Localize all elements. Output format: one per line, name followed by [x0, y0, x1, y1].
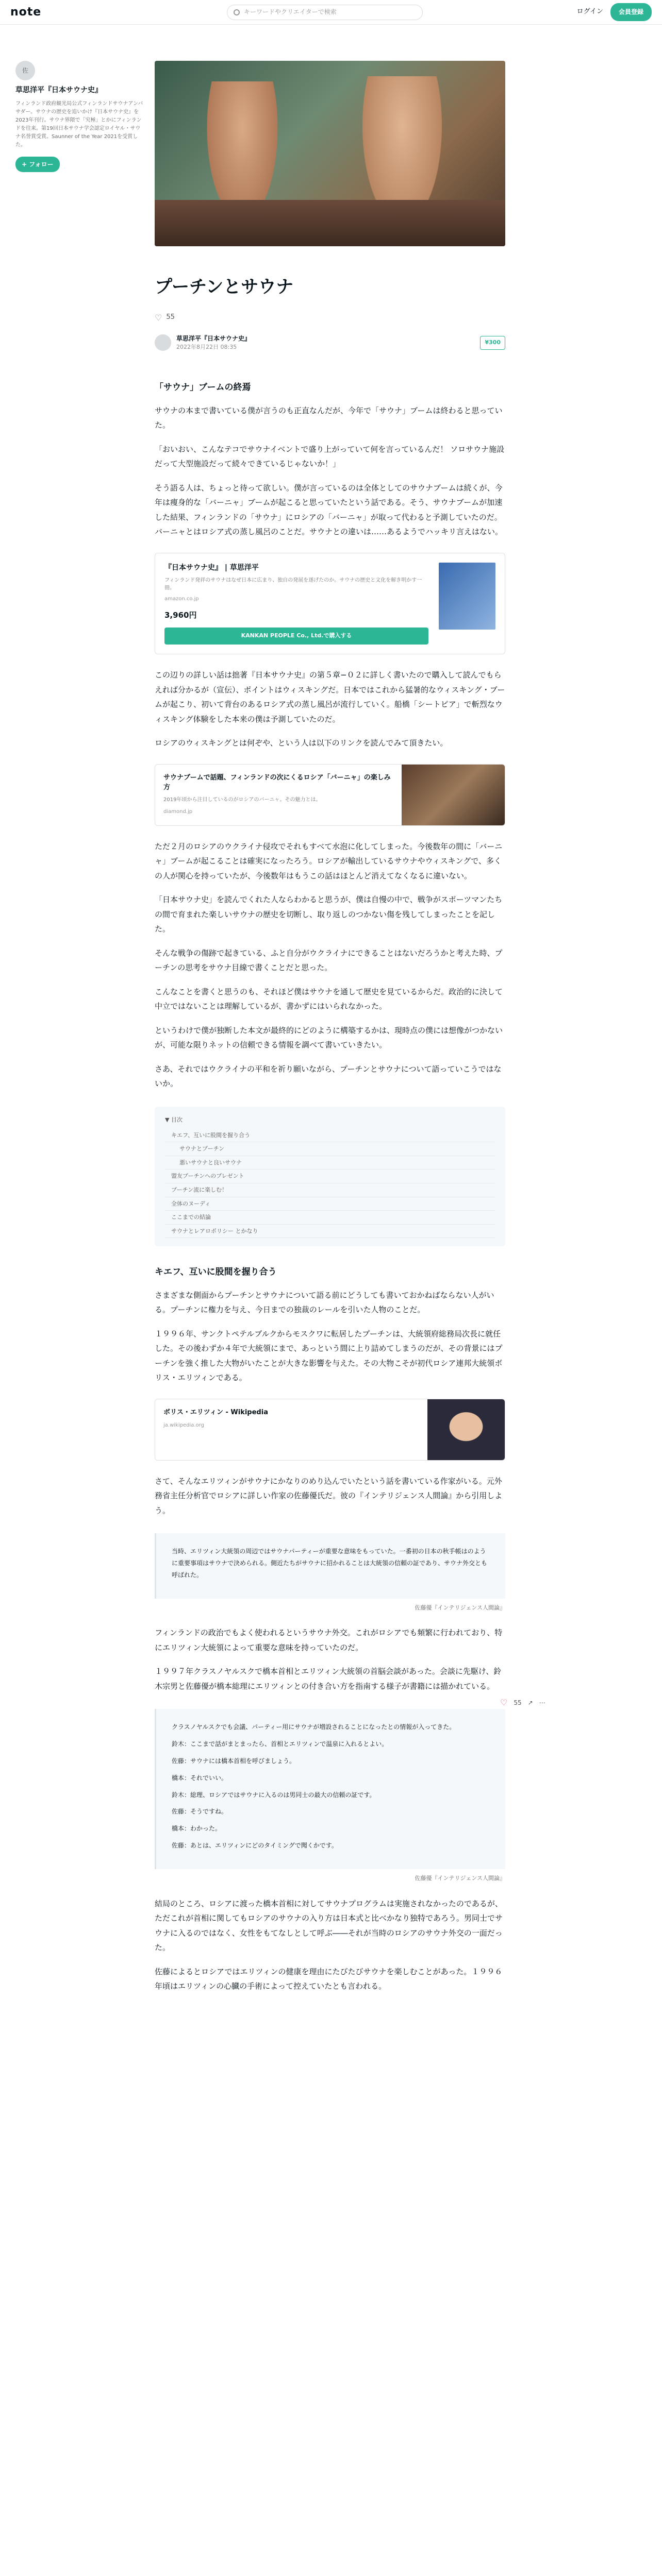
portrait-thumbnail	[427, 1399, 505, 1460]
login-link[interactable]: ログイン	[576, 8, 603, 16]
heart-icon[interactable]: ♡	[155, 312, 162, 323]
section-heading: キエフ、互いに股間を握り合う	[155, 1267, 277, 1278]
quote-line: 佐藤：そうですね。	[172, 1808, 228, 1816]
paragraph: そう語る人は、ちょっと待って欲しい。僕が言っているのは全体としてのサウナブームは続くが、今年は痩身的な「バーニャ」ブームが起こると思っていたという話である。そう、サウナブームが加速した結果、フィンランドの「サウナ」にロシアの「バーニャ」が取って代わると予測していたのだ。バーニャとはロシア式の蒸し風呂のことだ。サウナとの違いは……あるようでハッキリ言えはない。	[155, 483, 503, 537]
quote-line: 佐藤：サウナには橋本首相を呼びましょう。	[172, 1757, 296, 1765]
follow-button[interactable]: + フォロー	[15, 157, 60, 173]
paragraph: 「日本サウナ史」を読んでくれた人ならわかると思うが、僕は自慢の中で、戦争がスポーツマンたちの間で育まれた楽しいサウナの歴史を切断し、取り返しのつかない傷を残してしまったことを記した。	[155, 895, 503, 934]
paragraph: ロシアのウィスキングとは何ぞや、という人は以下のリンクを読んでみて頂きたい。	[155, 738, 448, 748]
floating-like-count: 55	[514, 1699, 522, 1706]
search-input[interactable]	[227, 5, 423, 20]
publish-date: 2022年8月22日 08:35	[176, 343, 237, 350]
product-card[interactable]	[155, 553, 505, 654]
toc-item[interactable]: 全体のヌーディ	[165, 1197, 495, 1211]
toc-item[interactable]: 盟友プーチンへのプレゼント	[165, 1170, 495, 1183]
citation: 佐藤優『インテリジェンス人間論』	[415, 1874, 505, 1882]
hero-image	[155, 61, 505, 246]
creator-name[interactable]: 草思洋平『日本サウナ史』	[15, 86, 102, 94]
quote-line: 鈴木：ここまで話がまとまったら、首相とエリツィンで温泉に入れるとよい。	[172, 1740, 388, 1748]
blockquote	[155, 1709, 505, 1869]
link-title: ボリス・エリツィン - Wikipedia	[163, 1408, 268, 1416]
toc-item[interactable]: キエフ、互いに股間を握り合う	[165, 1129, 495, 1143]
product-price: 3,960円	[164, 610, 197, 620]
quote-line: クラスノヤルスクでも会議、パーティー用にサウナが増設されることになったとの情報が入ってきた。	[172, 1723, 456, 1731]
product-description: フィンランド発祥のサウナはなぜ日本に広まり、独自の発展を遂げたのか。サウナの歴史と文化を解き明かす一冊。	[164, 577, 422, 591]
paragraph: ただ２月のロシアのウクライナ侵攻でそれもすべて水泡に化してしまった。今後数年の間に「バーニャ」ブームが起こることは確実になったろう。ロシアが輸出しているサウナやウィスキングで、多くの人が関心を持っていたが、今後数年はもうこの話はほとんど消えてなくなるに違いない。	[155, 841, 503, 880]
book-cover-image	[439, 563, 495, 630]
toc-item[interactable]: 悪いサウナと良いサウナ	[165, 1156, 495, 1170]
link-card[interactable]	[155, 764, 505, 826]
product-source: amazon.co.jp	[164, 596, 199, 602]
paragraph: というわけで僕が独断した本文が最終的にどのように構築するかは、現時点の僕には想像がつかないが、可能な限りネットの信頼できる情報を調べて書いていきたい。	[155, 1025, 503, 1050]
link-source: diamond.jp	[163, 808, 193, 815]
link-thumbnail	[402, 765, 505, 825]
quote-line: 橋本：わかった。	[172, 1825, 222, 1833]
paragraph: １９９７年クラスノヤルスクで橋本首相とエリツィン大統領の首脳会談があった。会談に先駆け、鈴木宗男と佐藤優が橋本総理にエリツィンとの付き合い方を指南する様子が書籍には描かれている。	[155, 1667, 502, 1691]
creator-sidebar	[0, 25, 155, 2003]
top-header	[0, 0, 662, 25]
quote-line: 橋本：それでいい。	[172, 1774, 228, 1782]
article-main	[155, 25, 508, 2003]
quote-line: 鈴木：総理、ロシアではサウナに入るのは男同士の最大の信頼の証です。	[172, 1791, 376, 1799]
table-of-contents	[155, 1107, 505, 1247]
signup-button[interactable]: 会員登録	[610, 3, 652, 21]
toc-heading[interactable]: ▼ 目次	[165, 1116, 183, 1123]
product-title: 『日本サウナ史』 | 草思洋平	[164, 563, 259, 572]
like-count: 55	[166, 313, 175, 321]
price-badge[interactable]: ¥300	[480, 336, 505, 350]
note-logo[interactable]: note	[10, 5, 42, 19]
paragraph: さて、そんなエリツィンがサウナにかなりのめり込んでいたという話を書いている作家がいる。元外務省主任分析官でロシアに詳しい作家の佐藤優氏だ。彼の『インテリジェンス人間論』から引用しよう。	[155, 1476, 503, 1515]
search-placeholder: キーワードやクリエイターで検索	[244, 8, 337, 16]
buy-button[interactable]: KANKAN PEOPLE Co., Ltd.で購入する	[164, 628, 428, 645]
share-icon[interactable]: ↗	[527, 1699, 533, 1706]
more-icon[interactable]: ⋯	[539, 1699, 545, 1706]
paragraph: さまざまな側面からプーチンとサウナについて語る前にどうしても書いておかねばならない人がいる。プーチンに権力を与え、今日までの独裁のレールを引いた人物のことだ。	[155, 1290, 494, 1315]
toc-item[interactable]: サウナとレアロポリシー とかなり	[165, 1225, 495, 1239]
paragraph: 結局のところ、ロシアに渡った橋本首相に対してサウナプログラムは実施されなかったのであるが、ただこれが首相に関してもロシアのサウナの入り方は日本式と比べかなり独特であろう。男同士でサウナに入るのではなく、女性をもてなしとして呼ぶ――それが当時のロシアのサウナ外交の一面だった。	[155, 1899, 503, 1953]
creator-description: フィンランド政府観光局公式フィンランドサウナアンバサダー。サウナの歴史を追いかけ『日本サウナ史』を2023年刊行。サウナ界隈で「究極」とかにフィンランドを往来。第19回日本サウナ学会認定ロイヤル・サウナ名誉賞受賞。Saunner of the Year 2021を受賞した。	[15, 100, 143, 148]
author-row	[155, 334, 505, 362]
toc-item[interactable]: プーチン流に楽しむ！	[165, 1183, 495, 1197]
toc-item[interactable]: ここまでの結論	[165, 1211, 495, 1225]
author-name[interactable]: 草思洋平『日本サウナ史』	[176, 334, 251, 342]
link-title: サウナブームで話題、フィンランドの次にくるロシア「バーニャ」の楽しみ方	[163, 773, 391, 792]
section-heading: 「サウナ」ブームの終焉	[155, 382, 251, 393]
article-title: プーチンとサウナ	[155, 277, 294, 297]
floating-actions	[500, 1695, 545, 1710]
heart-icon[interactable]: ♡	[500, 1698, 508, 1707]
citation: 佐藤優『インテリジェンス人間論』	[415, 1604, 505, 1611]
paragraph: 佐藤によるとロシアではエリツィンの健康を理由にたびたびサウナを楽しむことがあった。１９９６年頃はエリツィンの心臓の手術によって控えていたとも言われる。	[155, 1967, 503, 1991]
like-counter	[155, 310, 505, 326]
quote-line: 佐藤：あとは、エリツィンにどのタイミングで聞くかです。	[172, 1841, 338, 1849]
paragraph: そんな戦争の傷跡で起きている、ふと自分がウクライナにできることはないだろうかと考えた時、プーチンの思考をサウナ目線で書くことだと思った。	[155, 948, 503, 973]
author-avatar[interactable]	[155, 334, 171, 351]
wikipedia-link-card[interactable]	[155, 1399, 505, 1461]
link-description: 2019年頃から注目しているのがロシアのバーニャ。その魅力とは。	[163, 796, 321, 803]
article-body	[155, 379, 508, 1993]
paragraph: 「おいおい、こんなテコでサウナイベントで盛り上がっていて何を言っているんだ！ ソロサウナ施設だって大型施設だって続々できているじゃないか！」	[155, 444, 505, 469]
blockquote	[155, 1533, 505, 1598]
search-icon	[234, 9, 240, 15]
paragraph: この辺りの詳しい話は拙著『日本サウナ史』の第５章−０２に詳しく書いたので購入して読んでもらえれば分かるが（宣伝）、ポイントはウィスキングだ。日本ではこれから猛暑的なウィスキング・ブームが起こり、初いて背台のあるロシア式の蒸し風呂が流行していく。船橋「シートピア」で斬烈なウィスキング体験をした本来の僕は予測していたのだ。	[155, 670, 505, 724]
toc-item[interactable]: サウナとプーチン	[165, 1142, 495, 1156]
paragraph: こんなことを書くと思うのも、それほど僕はサウナを通して歴史を見ているからだ。政治的に決して中立ではないことは理解しているが、書かずにはいられなかった。	[155, 987, 503, 1011]
paragraph: サウナの本まで書いている僕が言うのも正直なんだが、今年で「サウナ」ブームは終わると思っていた。	[155, 405, 503, 430]
paragraph: １９９６年、サンクトペテルブルクからモスクワに転居したプーチンは、大統領府総務局次長に就任した。その後わずか４年で大統領にまで、あっという間に上り詰めてしまうのだが、その背景にはプーチンを強く推した大物がいたことが大きな影響を与えた。その大物こそが初代ロシア連邦大統領ボリス・エリツィンである。	[155, 1329, 503, 1383]
paragraph: フィンランドの政治でもよく使われるというサウナ外交。これがロシアでも頻繁に行われており、特にエリツィン大統領によって重要な意味を持っていたのだ。	[155, 1628, 503, 1652]
link-source: ja.wikipedia.org	[163, 1422, 204, 1429]
paragraph: さあ、それではウクライナの平和を祈り願いながら、プーチンとサウナについて語っていこうではないか。	[155, 1064, 502, 1089]
creator-avatar[interactable]: 佐	[15, 61, 35, 80]
quote-text: 当時、エリツィン大統領の周辺ではサウナパーティーが重要な意味をもっていた。一番初の日本の秋手帳はのように重要事項はサウナで決められる。側近たちがサウナに招かれることは大統領の信頼の証であり、サウナ外交とも呼ばれた。	[172, 1548, 488, 1579]
